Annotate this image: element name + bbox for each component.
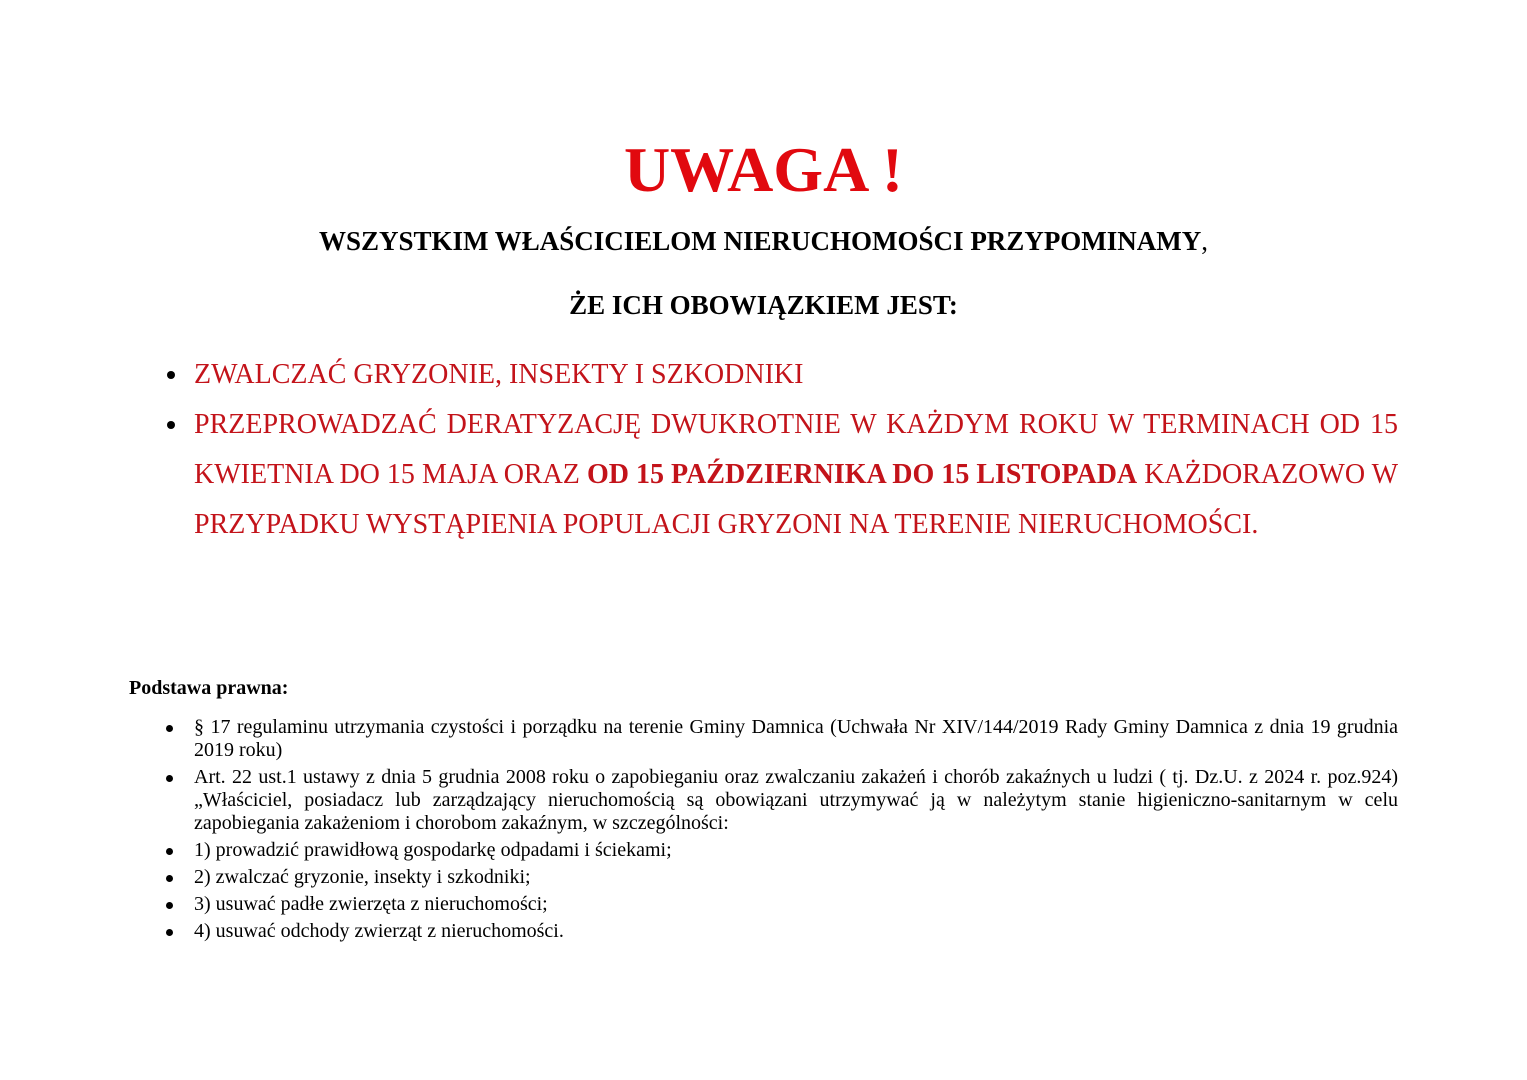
legal-basis-item: § 17 regulaminu utrzymania czystości i porządku na terenie Gminy Damnica (Uchwała Nr XIV/144/2019 Rady Gminy Damnica z dnia 19 grudnia 2019 roku) — [160, 716, 1398, 762]
heading-reminder-text: WSZYSTKIM WŁAŚCICIELOM NIERUCHOMOŚCI PRZYPOMINAMY — [318, 226, 1202, 256]
duty-item-text: PRZEPROWADZAĆ DERATYZACJĘ DWUKROTNIE W KAŻDYM ROKU W TERMINACH OD 15 KWIETNIA DO 15 MAJA ORAZ — [194, 409, 1398, 490]
legal-basis-list — [160, 716, 1398, 947]
legal-basis-item: Art. 22 ust.1 ustawy z dnia 5 grudnia 2008 roku o zapobieganiu oraz zwalczaniu zakażeń i chorób zakaźnych u ludzi ( tj. Dz.U. z 2024 r. poz.924) „Właściciel, posiadacz lub zarządzający nieruchomością są obowiązani utrzymywać ją w należytym stanie higieniczno-sanitarnym w celu zapobiegania zakażeniom i chorobom zakaźnym, w szczególności: — [160, 766, 1398, 835]
page-title: UWAGA ! — [623, 134, 904, 205]
legal-basis-label: Podstawa prawna: — [129, 677, 289, 699]
heading-reminder-comma: , — [1201, 226, 1209, 256]
legal-basis-item: 4) usuwać odchody zwierząt z nieruchomości. — [160, 920, 1398, 943]
duties-list — [160, 350, 1398, 550]
duty-item — [160, 350, 1398, 400]
heading-obligation: ŻE ICH OBOWIĄZKIEM JEST: — [569, 290, 958, 320]
duty-item-bold-text: OD 15 PAŹDZIERNIKA DO 15 LISTOPADA — [586, 459, 1138, 490]
legal-basis-item: 1) prowadzić prawidłową gospodarkę odpadami i ściekami; — [160, 839, 1398, 862]
duty-item — [160, 400, 1398, 550]
duty-item-text: KAŻDORAZOWO W PRZYPADKU WYSTĄPIENIA POPULACJI GRYZONI NA TERENIE NIERUCHOMOŚCI. — [194, 459, 1399, 540]
duty-item-text: ZWALCZAĆ GRYZONIE, INSEKTY I SZKODNIKI — [194, 359, 804, 390]
heading-reminder — [0, 224, 1527, 258]
legal-basis-item: 2) zwalczać gryzonie, insekty i szkodniki; — [160, 866, 1398, 889]
legal-basis-item: 3) usuwać padłe zwierzęta z nieruchomości; — [160, 893, 1398, 916]
